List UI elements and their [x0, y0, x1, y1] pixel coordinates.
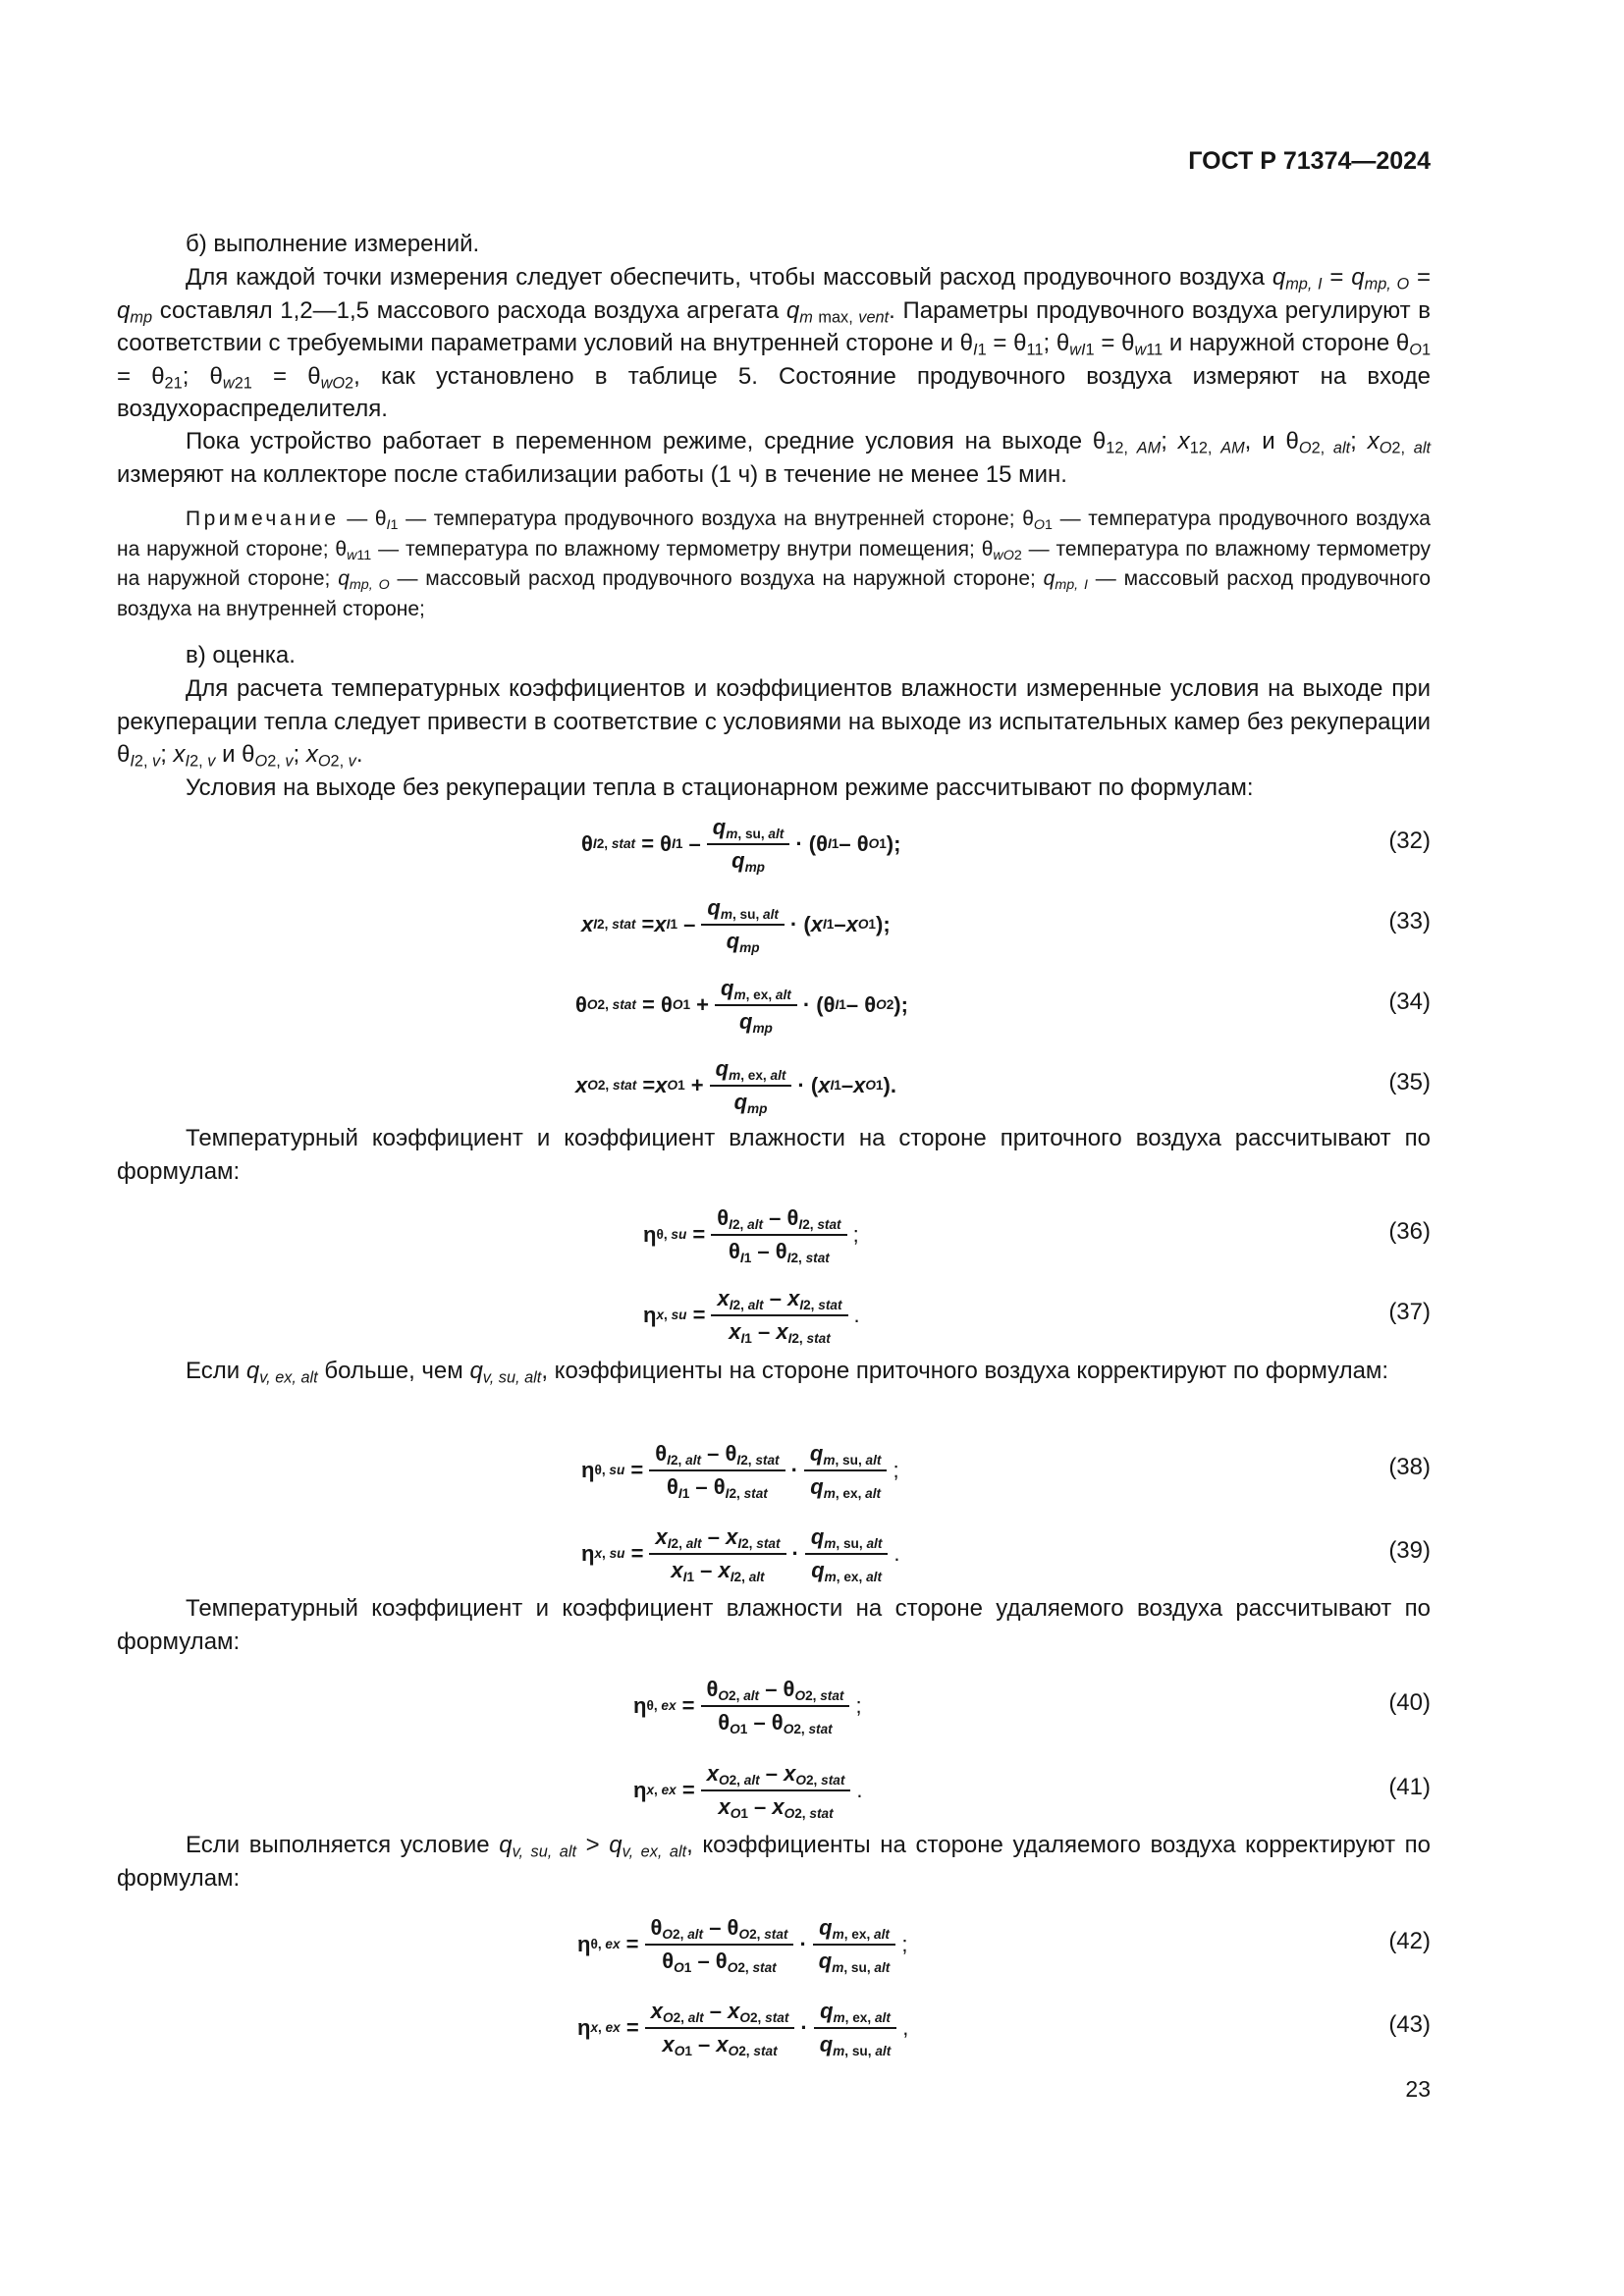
- equation-number: (38): [1388, 1454, 1431, 1480]
- note-block: Примечание — $\theta_{I1}$ — температура продувочного воздуха на внутренней стороне; $\theta_{O1}$ — температура продувочного воздуха на наружной стороне; $\theta_{w11}$ — температура по влажному термометру внутри помещения; $\theta_{wO2}$ — температура по влажному термометру на наружной стороне; $q_{mp, O}$ — массовый расход продувочного воздуха на наружной стороне; $q_{mp, I}$ — массовый расход продувочного воздуха на внутренней стороне;: [117, 507, 1432, 620]
- equation-number: (36): [1388, 1218, 1431, 1245]
- formula-37: η x, su = $\frac{x_{I2, alt} - x_{I2, stat}}{x_{I1} - x_{I2, stat}}$ . (37): [643, 1286, 1431, 1346]
- equation-number: (42): [1388, 1928, 1431, 1954]
- equation-number: (39): [1388, 1537, 1431, 1564]
- equation-number: (35): [1388, 1069, 1431, 1095]
- equation-number: (33): [1388, 908, 1431, 934]
- equation-number: (37): [1388, 1299, 1431, 1325]
- equation-number: (34): [1388, 988, 1431, 1015]
- equation-number: (41): [1388, 1774, 1431, 1800]
- formula-43: η x, ex = $\frac{x_{O2, alt} - x_{O2, stat}}{x_{O1} - x_{O2, stat}}$ · $\frac{q_{m, ex, alt}}{q_{m, su, alt}}$ , (43): [577, 1999, 1431, 2058]
- equation-number: (40): [1388, 1689, 1431, 1716]
- item-b-paragraph-2: Пока устройство работает в переменном режиме, средние условия на выходе $\theta_{12, AM}$; $x_{12, AM}$, и $\theta_{O2, alt}$; $x_{O2, alt}$ измеряют на коллекторе после стабилизации работы (1 ч) в течение не менее 15 мин.: [117, 428, 1432, 488]
- formula-42: η θ, ex = $\frac{\theta_{O2, alt} - \theta_{O2, stat}}{\theta_{O1} - \theta_{O2, stat}}$ · $\frac{q_{m, ex, alt}}{q_{m, su, alt}}$ ; (42): [577, 1915, 1431, 1975]
- item-b-paragraph-1: Для каждой точки измерения следует обеспечить, чтобы массовый расход продувочного воздуха $q_{mp, I} = q_{mp, O} = q_{mp}$ составлял 1,2—1,5 массового расхода воздуха агрегата $q_{m max, vent}$. Параметры продувочного воздуха регулируют в соответствии с требуемыми параметрами условий на внутренней стороне и $\theta_{I1} = \theta_{11}$; $\theta_{wI1} = \theta_{w11}$ и наружной стороне $\theta_{O1} = \theta_{21}$; $\theta_{w21} = \theta_{wO2}$, как установлено в таблице 5. Состояние продувочного воздуха измеряют на входе воздухораспределителя.: [117, 264, 1432, 422]
- formula-40: η θ, ex = $\frac{\theta_{O2, alt} - \theta_{O2, stat}}{\theta_{O1} - \theta_{O2, stat}}$ ; (40): [633, 1677, 1431, 1736]
- item-v-paragraph-5: Температурный коэффициент и коэффициент влажности на стороне удаляемого воздуха рассчитывают по формулам:: [117, 1595, 1431, 1655]
- formula-33: x I2, stat = x I1 – $\frac{q_{m, su, alt}}{q_{mp}}$ · ( x I1 – x O1 ); (33): [581, 895, 1431, 955]
- page-number: 23: [1405, 2076, 1431, 2102]
- item-v-title: в) оценка.: [186, 642, 296, 668]
- equation-number: (32): [1388, 828, 1431, 854]
- item-v-paragraph-6: Если выполняется условие $q_{v, su, alt} > q_{v, ex, alt}$, коэффициенты на стороне удаляемого воздуха корректируют по формулам:: [117, 1832, 1432, 1892]
- formula-39: η x, su = $\frac{x_{I2, alt} - x_{I2, stat}}{x_{I1} - x_{I2, alt}}$ · $\frac{q_{m, su, alt}}{q_{m, ex, alt}}$ . (39): [581, 1524, 1431, 1584]
- document-header: ГОСТ Р 71374—2024: [1188, 147, 1431, 175]
- equation-number: (43): [1388, 2011, 1431, 2038]
- item-v-paragraph-2: Условия на выходе без рекуперации тепла в стационарном режиме рассчитывают по формулам:: [186, 774, 1254, 801]
- item-v-paragraph-4: Если $q_{v, ex, alt}$ больше, чем $q_{v, su, alt}$, коэффициенты на стороне приточного воздуха корректируют по формулам:: [186, 1358, 1389, 1387]
- formula-38: η θ, su = $\frac{\theta_{I2, alt} - \theta_{I2, stat}}{\theta_{I1} - \theta_{I2, stat}}$ · $\frac{q_{m, su, alt}}{q_{m, ex, alt}}$ ; (38): [581, 1441, 1431, 1501]
- item-v-paragraph-1: Для расчета температурных коэффициентов и коэффициентов влажности измеренные условия на выходе при рекуперации тепла следует привести в соответствие с условиями на выходе из испытательных камер без рекуперации $\theta_{I2, v}$; $x_{I2, v}$ и $\theta_{O2, v}$; $x_{O2, v}$.: [117, 675, 1431, 771]
- item-b-title: б) выполнение измерений.: [186, 231, 480, 257]
- formula-34: θ O2, stat = θ O1 + $\frac{q_{m, ex, alt}}{q_{mp}}$ · (θ I1 – θ O2 ); (34): [575, 976, 1431, 1036]
- formula-35: x O2, stat = x O1 + $\frac{q_{m, ex, alt}}{q_{mp}}$ · ( x I1 – x O1 ). (35): [575, 1056, 1431, 1116]
- formula-36: η θ, su = $\frac{\theta_{I2, alt} - \theta_{I2, stat}}{\theta_{I1} - \theta_{I2, stat}}$ ; (36): [643, 1205, 1431, 1265]
- formula-41: η x, ex = $\frac{x_{O2, alt} - x_{O2, stat}}{x_{O1} - x_{O2, stat}}$ . (41): [633, 1761, 1431, 1821]
- item-v-paragraph-3: Температурный коэффициент и коэффициент влажности на стороне приточного воздуха рассчитывают по формулам:: [117, 1125, 1431, 1185]
- formula-32: θ I2, stat = θ I1 – $\frac{q_{m, su, alt}}{q_{mp}}$ · (θ I1 – θ O1 ); (32): [581, 815, 1431, 875]
